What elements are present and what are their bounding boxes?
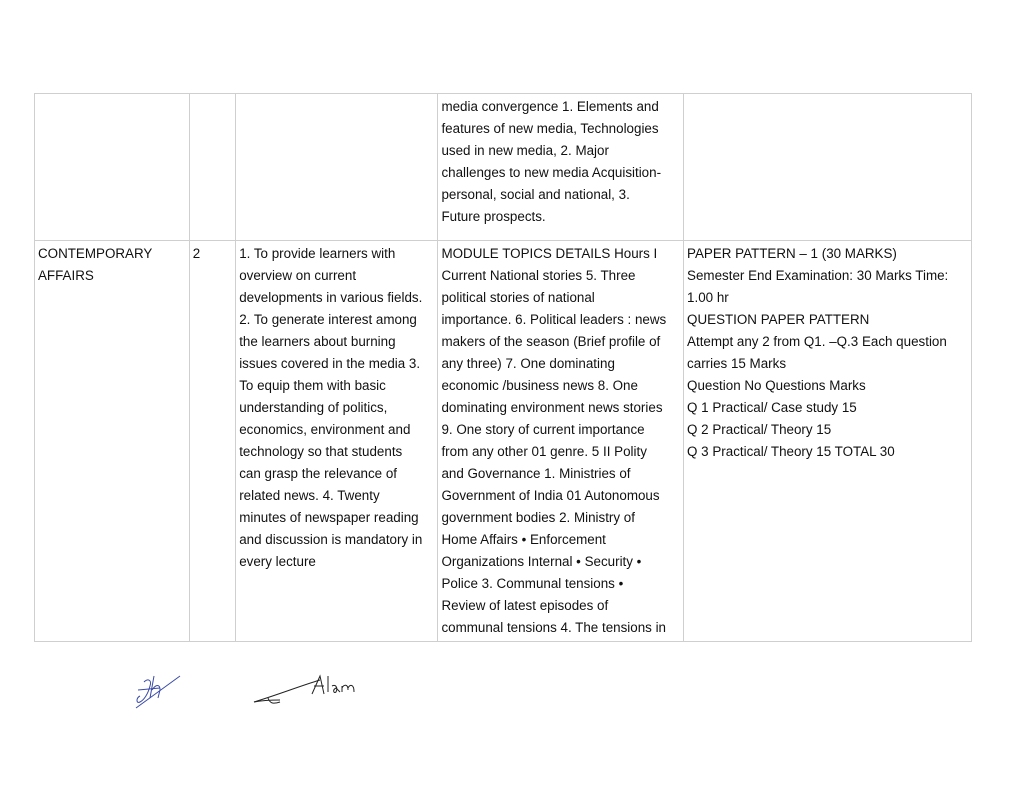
cell-line: Question No Questions Marks [687, 378, 866, 393]
cell-line: political stories of national [441, 290, 595, 305]
credits-cell [189, 94, 235, 241]
topics-cell [438, 94, 684, 241]
cell-line: carries 15 Marks [687, 356, 787, 371]
table-row [35, 94, 972, 241]
cell-line: Police 3. Communal tensions • [441, 576, 624, 591]
cell-line: Q 2 Practical/ Theory 15 [687, 422, 832, 437]
cell-line: dominating environment news stories [441, 400, 663, 415]
cell-line: technology so that students [239, 444, 403, 459]
cell-line: used in new media, 2. Major [441, 143, 609, 158]
signature-jh [130, 668, 186, 716]
cell-line: 2. To generate interest among [239, 312, 417, 327]
cell-line: 1.00 hr [687, 290, 729, 305]
signature-alam [250, 672, 360, 708]
cell-line: Q 3 Practical/ Theory 15 TOTAL 30 [687, 444, 895, 459]
cell-line: Semester End Examination: 30 Marks Time: [687, 268, 949, 283]
cell-line: government bodies 2. Ministry of [441, 510, 635, 525]
objectives-cell [236, 94, 438, 241]
cell-line: communal tensions 4. The tensions in [441, 620, 666, 635]
cell-line: Q 1 Practical/ Case study 15 [687, 400, 857, 415]
cell-line: To equip them with basic [239, 378, 386, 393]
cell-line: understanding of politics, [239, 400, 388, 415]
pattern-cell [684, 241, 972, 642]
course-cell [35, 94, 190, 241]
cell-line: Home Affairs • Enforcement [441, 532, 606, 547]
credits-cell: 2 [189, 241, 235, 642]
cell-line: any three) 7. One dominating [441, 356, 615, 371]
cell-line: issues covered in the media 3. [239, 356, 421, 371]
cell-line: makers of the season (Brief profile of [441, 334, 661, 349]
cell-line: AFFAIRS [38, 268, 94, 283]
cell-line: media convergence 1. Elements and [441, 99, 659, 114]
cell-line: related news. 4. Twenty [239, 488, 380, 503]
cell-line: challenges to new media Acquisition- [441, 165, 662, 180]
cell-line: Review of latest episodes of [441, 598, 609, 613]
cell-line: overview on current [239, 268, 357, 283]
cell-line: developments in various fields. [239, 290, 423, 305]
syllabus-table [34, 93, 972, 642]
cell-line: importance. 6. Political leaders : news [441, 312, 667, 327]
cell-line: Attempt any 2 from Q1. –Q.3 Each question [687, 334, 947, 349]
cell-line: minutes of newspaper reading [239, 510, 419, 525]
cell-line: economics, environment and [239, 422, 411, 437]
table-row [35, 241, 972, 642]
course-cell [35, 241, 190, 642]
cell-line: Government of India 01 Autonomous [441, 488, 660, 503]
cell-line: and discussion is mandatory in [239, 532, 423, 547]
cell-line: Future prospects. [441, 209, 546, 224]
topics-cell [438, 241, 684, 642]
objectives-cell [236, 241, 438, 642]
cell-line: Current National stories 5. Three [441, 268, 636, 283]
cell-line: MODULE TOPICS DETAILS Hours I [441, 246, 658, 261]
cell-line: economic /business news 8. One [441, 378, 638, 393]
cell-line: 1. To provide learners with [239, 246, 396, 261]
cell-line: CONTEMPORARY [38, 246, 153, 261]
cell-line: and Governance 1. Ministries of [441, 466, 631, 481]
cell-line: QUESTION PAPER PATTERN [687, 312, 870, 327]
cell-line: Organizations Internal • Security • [441, 554, 642, 569]
cell-line: every lecture [239, 554, 316, 569]
cell-line: can grasp the relevance of [239, 466, 398, 481]
cell-line: from any other 01 genre. 5 II Polity [441, 444, 647, 459]
cell-line: features of new media, Technologies [441, 121, 659, 136]
pattern-cell [684, 94, 972, 241]
cell-line: personal, social and national, 3. [441, 187, 630, 202]
cell-line: the learners about burning [239, 334, 396, 349]
cell-line: 9. One story of current importance [441, 422, 645, 437]
cell-line: PAPER PATTERN – 1 (30 MARKS) [687, 246, 897, 261]
